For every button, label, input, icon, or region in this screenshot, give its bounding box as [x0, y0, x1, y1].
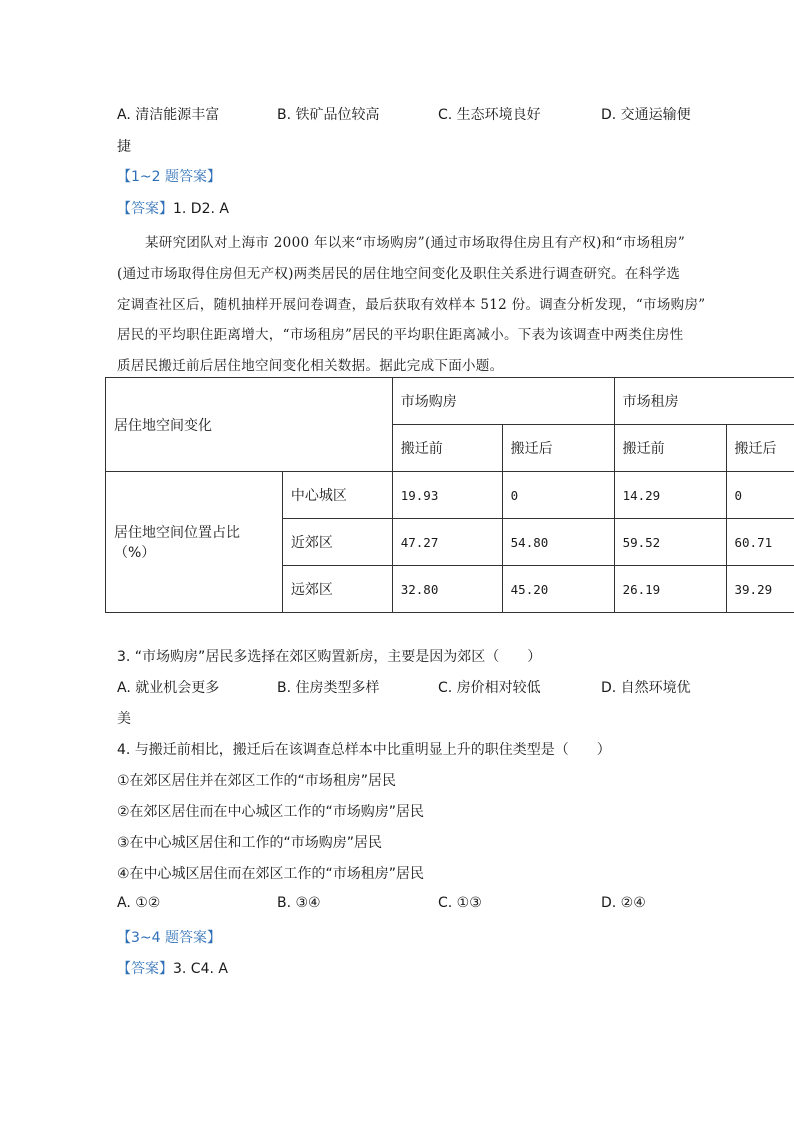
q3-option-c: C. 房价相对较低 — [438, 680, 541, 696]
q3-stem: 3. “市场购房”居民多选择在郊区购置新房，主要是因为郊区（ ） — [117, 649, 542, 665]
table-cell: 45.20 — [502, 566, 614, 613]
answer-tag: 【答案】 — [117, 201, 173, 217]
residence-table — [105, 377, 794, 613]
passage-line: 某研究团队对上海市 2000 年以来“市场购房”(通过市场取得住房且有产权)和“市场租房” — [145, 235, 686, 251]
group-header-purchase: 市场购房 — [392, 378, 614, 425]
q3-option-d: D. 自然环境优 — [601, 680, 691, 696]
table-cell: 60.71 — [726, 519, 794, 566]
answer-text: 1. D2. A — [173, 201, 229, 217]
passage-line: (通过市场取得住房但无产权)两类居民的居住地空间变化及职住关系进行调查研究。在科学选 — [117, 266, 681, 282]
table-cell: 0 — [726, 472, 794, 519]
option-d: D. 交通运输便 — [601, 107, 691, 123]
table-cell: 19.93 — [392, 472, 502, 519]
sub-header: 搬迁后 — [726, 425, 794, 472]
table-corner: 居住地空间变化 — [106, 378, 393, 472]
option-c: C. 生态环境良好 — [438, 107, 541, 123]
table-cell: 14.29 — [614, 472, 726, 519]
passage-line: 质居民搬迁前后居住地空间变化相关数据。据此完成下面小题。 — [117, 358, 504, 374]
answer-heading-1-2: 【1~2 题答案】 — [117, 169, 221, 185]
table-cell: 0 — [502, 472, 614, 519]
q4-option-c: C. ①③ — [438, 895, 482, 911]
passage-line: 居民的平均职住距离增大，“市场租房”居民的平均职住距离减小。下表为该调查中两类住房性 — [117, 327, 684, 343]
q3-option-a: A. 就业机会更多 — [117, 680, 220, 696]
sub-header: 搬迁前 — [614, 425, 726, 472]
passage-line: 定调查社区后，随机抽样开展问卷调查，最后获取有效样本 512 份。调查分析发现，“市场购房” — [117, 297, 706, 313]
row-group-label: 居住地空间位置占比（%） — [106, 472, 283, 613]
q4-item: ③在中心城区居住和工作的“市场购房”居民 — [117, 835, 383, 851]
q4-stem: 4. 与搬迁前相比，搬迁后在该调查总样本中比重明显上升的职住类型是（ ） — [117, 742, 611, 758]
group-header-rent: 市场租房 — [614, 378, 794, 425]
q4-option-b: B. ③④ — [277, 895, 321, 911]
area-label: 中心城区 — [282, 472, 392, 519]
option-d-wrap: 捷 — [117, 139, 131, 155]
q3-option-d-wrap: 美 — [117, 711, 131, 727]
answer-tag: 【答案】 — [117, 961, 173, 977]
option-b: B. 铁矿品位较高 — [277, 107, 380, 123]
q4-item: ④在中心城区居住而在郊区工作的“市场租房”居民 — [117, 866, 425, 882]
q4-item: ②在郊区居住而在中心城区工作的“市场购房”居民 — [117, 804, 425, 820]
answer-line-3-4 — [117, 958, 228, 978]
q4-option-a: A. ①② — [117, 895, 161, 911]
table-row — [106, 472, 794, 519]
q4-item: ①在郊区居住并在郊区工作的“市场租房”居民 — [117, 773, 397, 789]
q4-option-d: D. ②④ — [601, 895, 646, 911]
table-cell: 39.29 — [726, 566, 794, 613]
sub-header: 搬迁后 — [502, 425, 614, 472]
table-cell: 59.52 — [614, 519, 726, 566]
option-a: A. 清洁能源丰富 — [117, 107, 220, 123]
table-cell: 26.19 — [614, 566, 726, 613]
table-cell: 54.80 — [502, 519, 614, 566]
area-label: 远郊区 — [282, 566, 392, 613]
answer-text: 3. C4. A — [173, 961, 228, 977]
table-cell: 47.27 — [392, 519, 502, 566]
answer-heading-3-4: 【3~4 题答案】 — [117, 930, 221, 946]
table-cell: 32.80 — [392, 566, 502, 613]
sub-header: 搬迁前 — [392, 425, 502, 472]
area-label: 近郊区 — [282, 519, 392, 566]
answer-line-1-2 — [117, 198, 229, 218]
q3-option-b: B. 住房类型多样 — [277, 680, 380, 696]
